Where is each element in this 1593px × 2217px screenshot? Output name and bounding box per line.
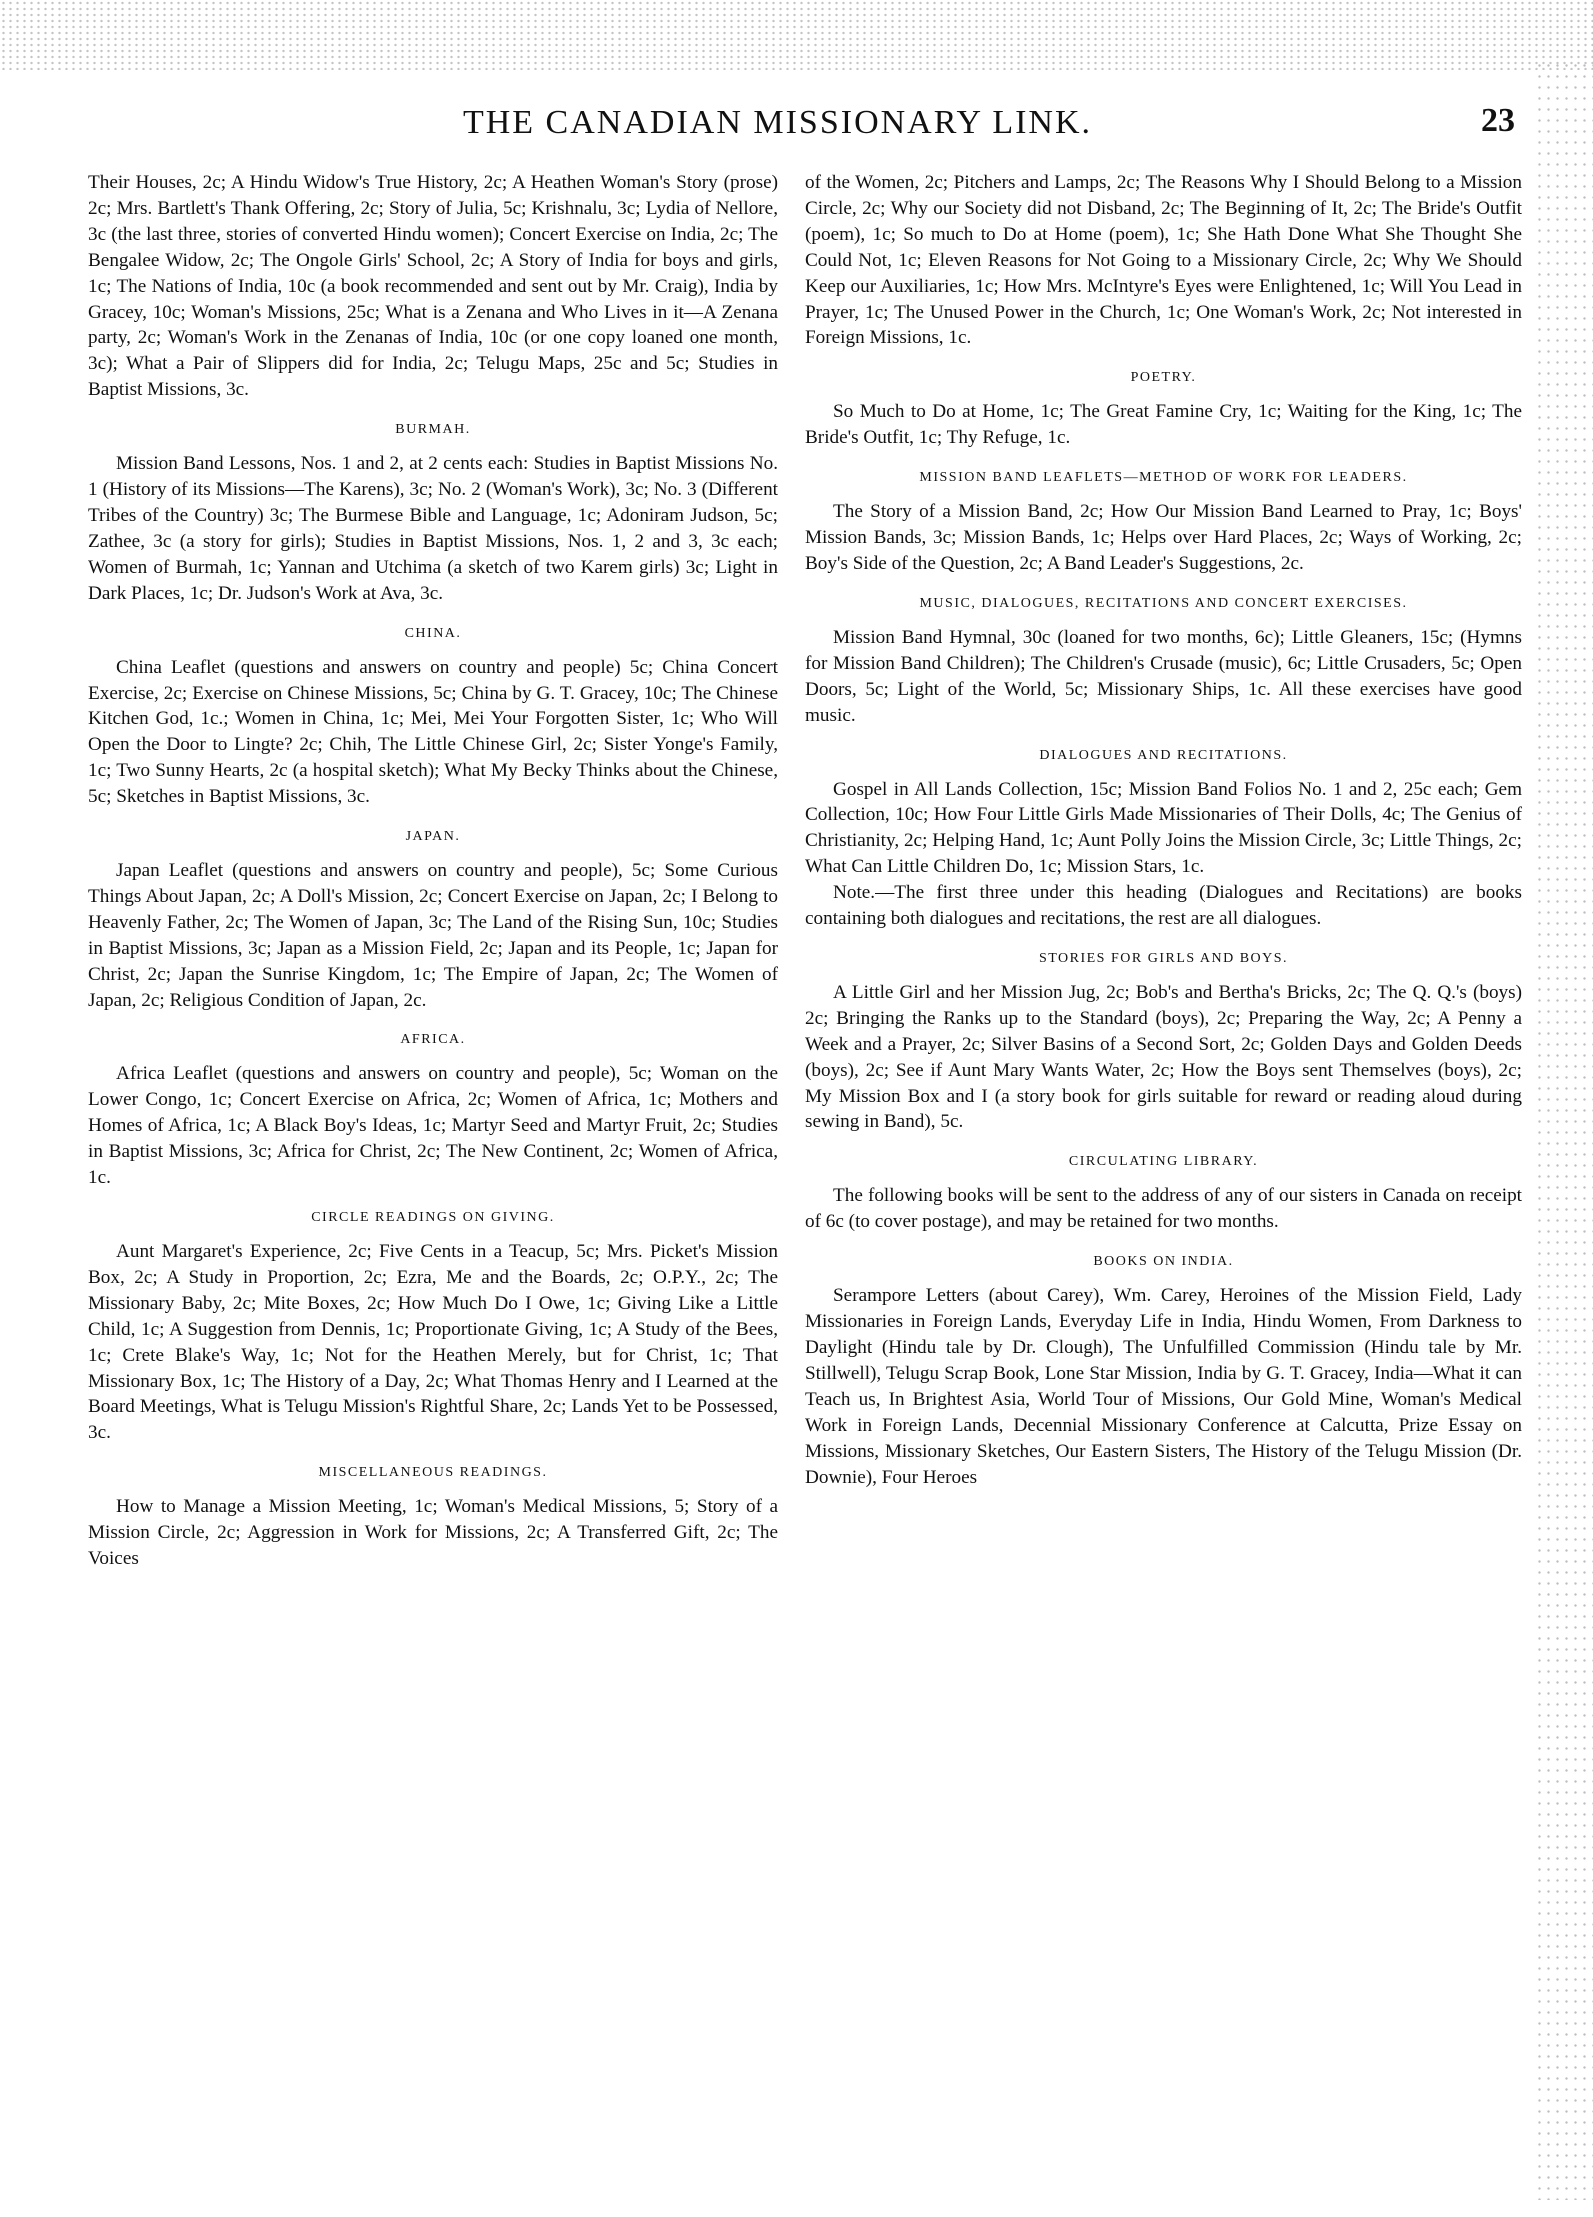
section-heading-africa: AFRICA.	[400, 1032, 466, 1048]
section-heading-poetry: POETRY.	[1130, 370, 1197, 386]
scan-noise-top	[0, 0, 1593, 70]
section-heading-books-on-india: BOOKS ON INDIA.	[1093, 1254, 1234, 1270]
section-heading-music: MUSIC, DIALOGUES, RECITATIONS AND CONCERT EXERCISES.	[919, 595, 1408, 611]
japan-list: Japan Leaflet (questions and answers on country and people), 5c; Some Curious Things About Japan, 2c; A Doll's Mission, 2c; Concert Exercise on Japan, 2c; I Belong to Heavenly Father, 2c; The Women of Japan, 3c; The Land of the Rising Sun, 10c; Studies in Baptist Missions, 3c; Japan as a Mission Field, 2c; Japan and its People, 1c; Japan for Christ, 2c; Japan the Sunrise Kingdom, 1c; The Empire of Japan, 2c; The Women of Japan, 2c; Religious Condition of Japan, 2c.	[88, 860, 778, 1011]
burmah-list: Mission Band Lessons, Nos. 1 and 2, at 2 cents each: Studies in Baptist Missions No. 1 (History of its Missions—The Karens), 3c; No. 2 (Woman's Work), 3c; No. 3 (Different Tribes of the Country) 3c; The Burmese Bible and Language, 1c; Adoniram Judson, 5c; Zathee, 3c (a story for girls); Studies in Baptist Missions, Nos. 1, 2 and 3, 3c each; Women of Burmah, 1c; Yannan and Utchima (a sketch of two Karem girls) 3c; Light in Dark Places, 1c; Dr. Judson's Work at Ava, 3c.	[88, 453, 778, 604]
china-list: China Leaflet (questions and answers on country and people) 5c; China Concert Exercise, 2c; Exercise on Chinese Missions, 5c; China by G. T. Gracey, 10c; The Chinese Kitchen God, 1c.; Women in China, 1c; Mei, Mei Your Forgotten Sister, 1c; Who Will Open the Door to Lingte? 2c; Chih, The Little Chinese Girl, 2c; Sister Yonge's Family, 1c; Two Sunny Hearts, 2c (a hospital sketch); What My Becky Thinks about the Chinese, 5c; Sketches in Baptist Missions, 3c.	[88, 656, 778, 808]
dialogues-list: Gospel in All Lands Collection, 15c; Mission Band Folios No. 1 and 2, 25c each; Gem Collection, 10c; How Four Little Girls Made Missionaries of Their Dolls, 4c; The Genius of Christianity, 2c; Helping Hand, 1c; Aunt Polly Joins the Mission Circle, 3c; Little Things, 2c; What Can Little Children Do, 1c; Mission Stars, 1c.	[805, 778, 1522, 878]
right-column	[805, 170, 1522, 1490]
music-list: Mission Band Hymnal, 30c (loaned for two months, 6c); Little Gleaners, 15c; (Hymns for Mission Band Children); The Children's Crusade (music), 6c; Little Crusaders, 5c; Open Doors, 5c; Light of the World, 5c; Missionary Ships, 1c. All these exercises have good music.	[805, 626, 1522, 726]
giving-list: Aunt Margaret's Experience, 2c; Five Cents in a Teacup, 5c; Mrs. Picket's Mission Box, 2c; A Study in Proportion, 2c; Ezra, Me and the Boards, 2c; O.P.Y., 2c; The Missionary Baby, 2c; Mite Boxes, 2c; How Much Do I Owe, 1c; Giving Like a Little Child, 1c; A Suggestion from Dennis, 1c; Proportionate Giving, 1c; A Study of the Bees, 1c; Crete Blake's Way, 1c; Not for the Heathen Merely, but for Christ, 1c; That Missionary Box, 1c; The History of a Day, 2c; What Thomas Henry and I Learned at the Board Meetings, What is Telugu Mission's Rightful Share, 2c; Lands Yet to be Possessed, 3c.	[88, 1241, 778, 1444]
section-heading-giving: CIRCLE READINGS ON GIVING.	[311, 1210, 555, 1225]
africa-list: Africa Leaflet (questions and answers on country and people), 5c; Woman on the Lower Congo, 1c; Concert Exercise on Africa, 2c; Women of Africa, 1c; Mothers and Homes of Africa, 1c; A Black Boy's Ideas, 1c; Martyr Seed and Martyr Fruit, 2c; Studies in Baptist Missions, 3c; Africa for Christ, 2c; The New Continent, 2c; Women of Africa, 1c.	[88, 1063, 778, 1189]
stories-list: A Little Girl and her Mission Jug, 2c; Bob's and Bertha's Bricks, 2c; The Q. Q.'s (boys) 2c; Bringing the Ranks up to the Standard (boys), 2c; Preparing the Way, 2c; A Penny a Week and a Prayer, 2c; Silver Basins of a Second Sort, 2c; Golden Days and Golden Deeds (boys), 2c; See if Aunt Mary Wants Water, 2c; How the Boys sent Themselves (boys), 2c; My Mission Box and I (a story book for girls suitable for reward or reading aloud during sewing in Band), 5c.	[805, 981, 1522, 1133]
poetry-list: So Much to Do at Home, 1c; The Great Famine Cry, 1c; Waiting for the King, 1c; The Bride's Outfit, 1c; Thy Refuge, 1c.	[805, 401, 1522, 449]
library-text: The following books will be sent to the address of any of our sisters in Canada on receipt of 6c (to cover postage), and may be retained for two months.	[805, 1185, 1522, 1233]
section-heading-china: CHINA.	[404, 625, 462, 641]
left-column	[88, 170, 778, 1572]
section-heading-stories: STORIES FOR GIRLS AND BOYS.	[1038, 950, 1289, 966]
section-heading-miscellaneous: MISCELLANEOUS READINGS.	[318, 1465, 548, 1481]
section-heading-japan: JAPAN.	[405, 829, 461, 845]
scan-noise-right-margin	[1535, 60, 1593, 2200]
section-heading-library: CIRCULATING LIBRARY.	[1068, 1154, 1259, 1170]
section-heading-dialogues: DIALOGUES AND RECITATIONS.	[1039, 747, 1288, 763]
books-on-india-list: Serampore Letters (about Carey), Wm. Carey, Heroines of the Mission Field, Lady Missionaries in Foreign Lands, Everyday Life in India, Hindu Women, From Darkness to Daylight (Hindu tale by Dr. Clough), The Unfulfilled Commission (Hindu tale by Mr. Stillwell), Telugu Scrap Book, Lone Star Mission, India by G. T. Gracey, India—What it can Teach us, In Brightest Asia, World Tour of Missions, Our Gold Mine, Woman's Medical Work in Foreign Lands, Decennial Missionary Conference at Calcutta, Prize Essay on Missions, Missionary Sketches, Our Eastern Sisters, The History of the Telugu Mission (Dr. Downie), Four Heroes	[805, 1285, 1522, 1488]
page-number: 23	[1481, 102, 1515, 139]
publication-title: THE CANADIAN MISSIONARY LINK.	[462, 104, 1093, 141]
miscellaneous-list: How to Manage a Mission Meeting, 1c; Woman's Medical Missions, 5; Story of a Mission Circle, 2c; Aggression in Work for Missions, 2c; A Transferred Gift, 2c; The Voices	[88, 1496, 778, 1570]
dialogues-note: Note.—The first three under this heading (Dialogues and Recitations) are books containing both dialogues and recitations, the rest are all dialogues.	[805, 882, 1522, 930]
section-heading-band-leaflets: MISSION BAND LEAFLETS—METHOD OF WORK FOR LEADERS.	[919, 470, 1408, 486]
section-heading-burmah: BURMAH.	[395, 422, 471, 438]
band-leaflets-list: The Story of a Mission Band, 2c; How Our Mission Band Learned to Pray, 1c; Boys' Mission Bands, 3c; Mission Bands, 1c; Helps over Hard Places, 2c; Ways of Working, 2c; Boy's Side of the Question, 2c; A Band Leader's Suggestions, 2c.	[805, 501, 1522, 574]
india-list-continued: Their Houses, 2c; A Hindu Widow's True History, 2c; A Heathen Woman's Story (prose) 2c; Mrs. Bartlett's Thank Offering, 2c; Story of Julia, 5c; Krishnalu, 3c; Lydia of Nellore, 3c (the last three, stories of converted Hindu women); Concert Exercise on India, 2c; The Bengalee Widow, 2c; The Ongole Girls' School, 2c; A Story of India for boys and girls, 1c; The Nations of India, 10c (a book recommended and sent out by Mr. Craig), India by Gracey, 10c; Woman's Missions, 25c; What is a Zenana and Who Lives in it—A Zenana party, 2c; Woman's Work in the Zenanas of India, 10c (or one copy loaned one month, 3c); What a Pair of Slippers did for India, 2c; Telugu Maps, 25c and 5c; Studies in Baptist Missions, 3c.	[88, 172, 778, 401]
page-header	[40, 96, 1515, 156]
miscellaneous-list-continued: of the Women, 2c; Pitchers and Lamps, 2c; The Reasons Why I Should Belong to a Mission Circle, 2c; Why our Society did not Disband, 2c; The Beginning of It, 2c; The Bride's Outfit (poem), 1c; So much to Do at Home (poem), 1c; She Hath Done What She Thought She Could Not, 1c; Eleven Reasons for Not Going to a Missionary Circle, 2c; Why We Should Keep our Auxiliaries, 1c; How Mrs. McIntyre's Eyes were Enlightened, 1c; Will You Lead in Prayer, 1c; The Unused Power in the Church, 1c; One Woman's Work, 2c; Not interested in Foreign Missions, 1c.	[805, 172, 1522, 349]
